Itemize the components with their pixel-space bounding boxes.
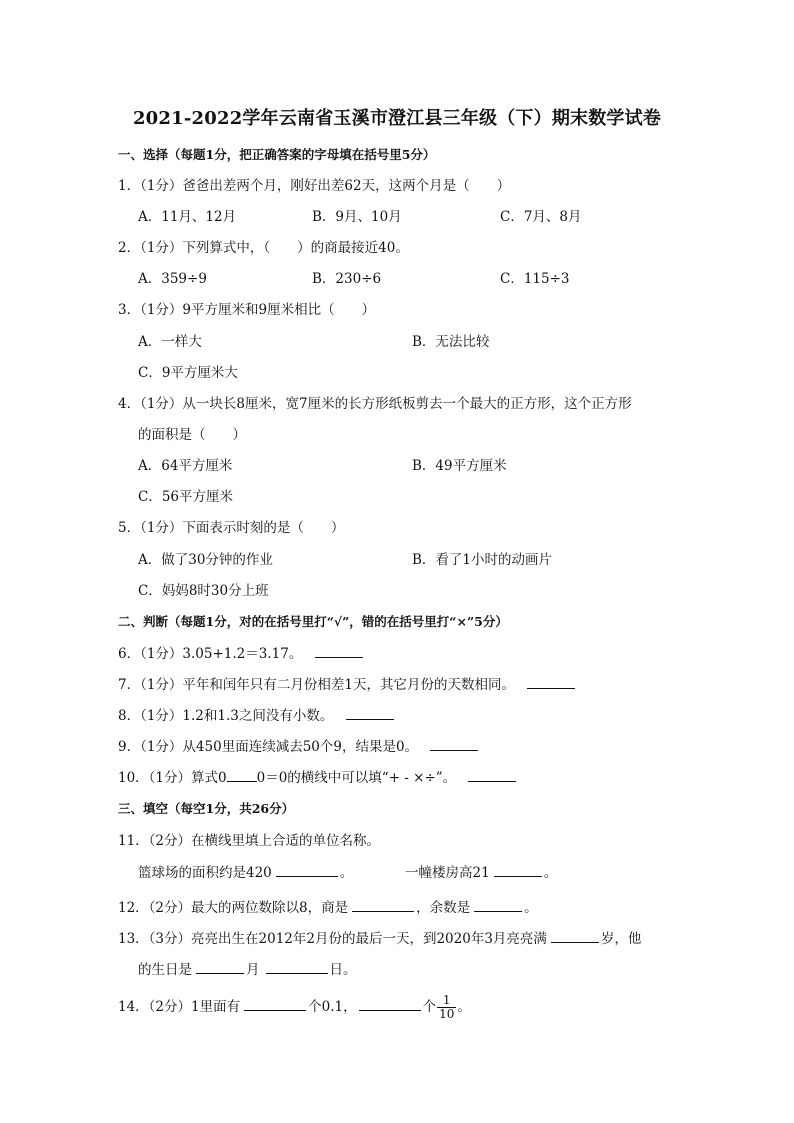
q4-option-b: B．49平方厘米	[412, 458, 507, 474]
answer-blank[interactable]	[551, 930, 599, 943]
question-9	[118, 738, 480, 756]
question-11: 11．（2分）在横线里填上合适的单位名称。	[118, 833, 381, 849]
question-5: 5．（1分）下面表示时刻的是（ ）	[118, 520, 345, 536]
q11-part-1	[138, 864, 353, 882]
question-7	[118, 676, 577, 694]
operator-blank[interactable]	[227, 769, 257, 782]
question-13-birthday-text: 的生日是	[138, 962, 192, 978]
q5-option-a: A．做了30分钟的作业	[138, 552, 273, 568]
q1-option-a: A．11月、12月	[138, 209, 237, 225]
answer-blank[interactable]	[266, 961, 328, 974]
answer-blank[interactable]	[352, 899, 414, 912]
question-14-text: 14．（2分）1里面有	[118, 999, 241, 1015]
month-label: 月	[246, 962, 260, 978]
question-12-text: 12．（2分）最大的两位数除以8，商是	[118, 900, 349, 916]
question-4-continued: 的面积是（ ）	[138, 427, 246, 443]
answer-blank[interactable]	[276, 864, 338, 877]
question-12-text-mid: ，余数是	[416, 900, 471, 916]
question-14-text-end: 。	[457, 999, 471, 1015]
answer-blank[interactable]	[468, 769, 516, 782]
question-6-text: 6．（1分）3.05+1.2＝3.17。	[118, 646, 303, 662]
answer-blank[interactable]	[430, 738, 478, 751]
question-13-text-mid: 岁，他	[600, 931, 642, 947]
question-12	[118, 899, 538, 917]
question-2: 2．（1分）下列算式中，（ ）的商最接近40。	[118, 240, 409, 256]
answer-blank[interactable]	[359, 998, 421, 1011]
question-6	[118, 645, 365, 663]
section-heading-judge: 二、判断（每题1分，对的在括号里打“√”，错的在括号里打“×”5分）	[118, 614, 508, 629]
question-4: 4．（1分）从一块长8厘米，宽7厘米的长方形纸板剪去一个最大的正方形，这个正方形	[118, 396, 632, 412]
question-7-text: 7．（1分）平年和闰年只有二月份相差1天，其它月份的天数相同。	[118, 677, 516, 693]
q11-part-2	[405, 864, 557, 882]
q2-option-c: C．115÷3	[500, 271, 570, 287]
exam-title: 2021-2022学年云南省玉溪市澄江县三年级（下）期末数学试卷	[132, 108, 662, 129]
question-13-continued	[138, 961, 357, 979]
section-heading-fill: 三、填空（每空1分，共26分）	[118, 801, 295, 816]
answer-blank[interactable]	[346, 707, 394, 720]
question-9-text: 9．（1分）从450里面连续减去50个9，结果是0。	[118, 739, 419, 755]
q5-option-c: C．妈妈8时30分上班	[138, 583, 269, 599]
question-1: 1．（1分）爸爸出差两个月，刚好出差62天，这两个月是（ ）	[118, 178, 511, 194]
fraction-denominator: 10	[439, 1007, 455, 1021]
answer-blank[interactable]	[474, 899, 522, 912]
q11-part-1-text: 篮球场的面积约是420	[138, 865, 272, 881]
q5-option-b: B．看了1小时的动画片	[412, 552, 553, 568]
q11-part-2-text: 一幢楼房高21	[405, 865, 490, 881]
q3-option-a: A．一样大	[138, 334, 202, 350]
day-label: 日。	[329, 962, 357, 978]
question-3: 3．（1分）9平方厘米和9厘米相比（ ）	[118, 302, 376, 318]
answer-blank[interactable]	[494, 864, 542, 877]
q2-option-b: B．230÷6	[312, 271, 382, 287]
question-13-text: 13．（3分）亮亮出生在2012年2月份的最后一天，到2020年3月亮亮满	[118, 931, 547, 947]
question-10-text-start: 10．（1分）算式0	[118, 770, 227, 786]
q1-option-c: C．7月、8月	[500, 209, 582, 225]
question-12-text-end: 。	[524, 900, 538, 916]
question-13	[118, 930, 641, 948]
q2-option-a: A．359÷9	[138, 271, 207, 287]
q11-part-1-end: 。	[339, 865, 354, 881]
answer-blank[interactable]	[196, 961, 244, 974]
q4-option-a: A．64平方厘米	[138, 458, 233, 474]
question-8	[118, 707, 396, 725]
question-10	[118, 769, 518, 787]
question-8-text: 8．（1分）1.2和1.3之间没有小数。	[118, 708, 334, 724]
question-14	[118, 994, 471, 1021]
q3-option-b: B．无法比较	[412, 334, 490, 350]
question-10-text-end: 0＝0的横线中可以填“+ - ×÷”。	[256, 770, 457, 786]
question-14-text-ge: 个	[422, 999, 437, 1015]
answer-blank[interactable]	[527, 676, 575, 689]
q4-option-c: C．56平方厘米	[138, 489, 234, 505]
fraction-one-tenth	[437, 994, 456, 1021]
answer-blank[interactable]	[315, 645, 363, 658]
answer-blank[interactable]	[244, 998, 306, 1011]
section-heading-choice: 一、选择（每题1分，把正确答案的字母填在括号里5分）	[118, 147, 436, 162]
q1-option-b: B．9月、10月	[312, 209, 402, 225]
q3-option-c: C．9平方厘米大	[138, 365, 238, 381]
fraction-numerator: 1	[437, 994, 456, 1008]
q11-part-2-end: 。	[543, 865, 558, 881]
question-14-text-mid: 个0.1，	[308, 999, 357, 1015]
